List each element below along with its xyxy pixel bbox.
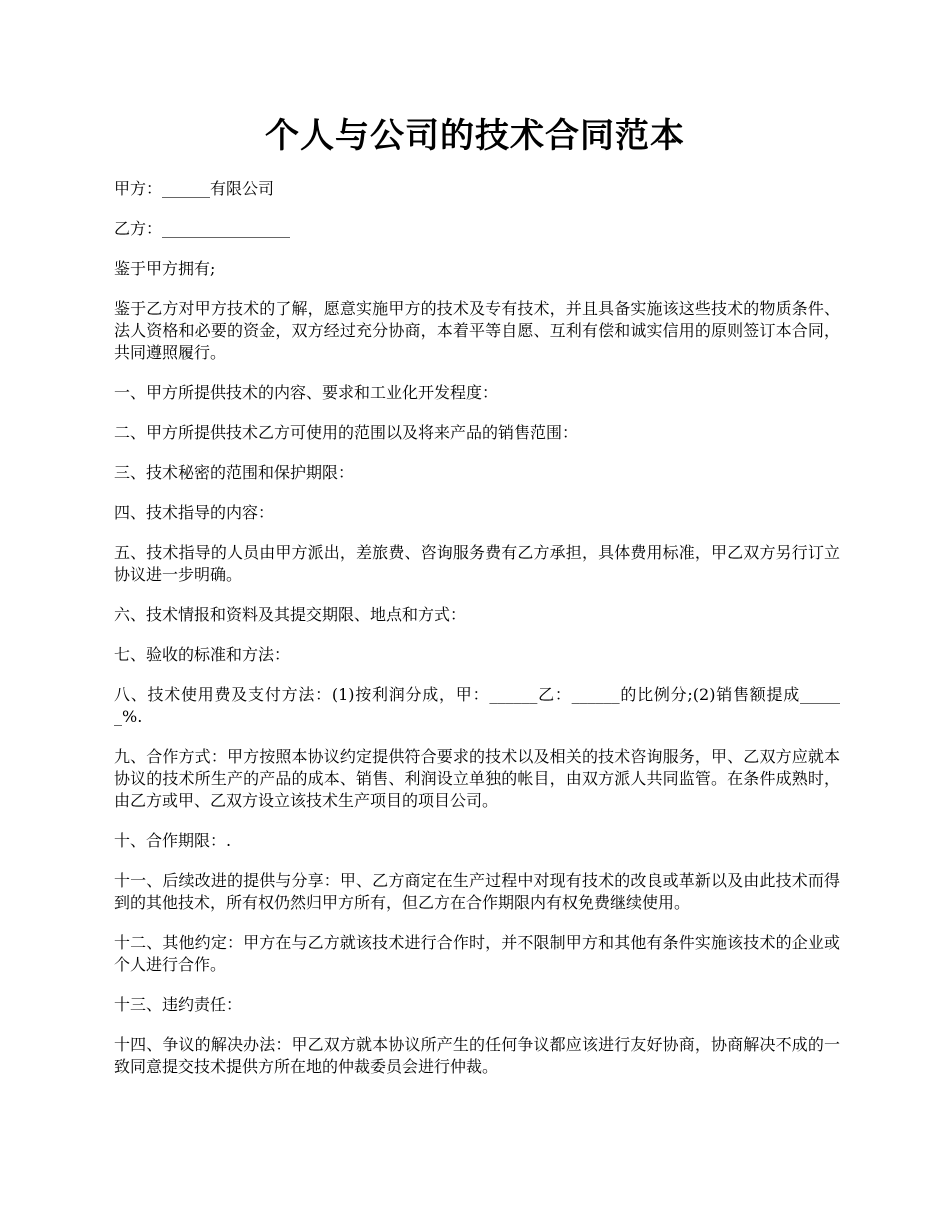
clause-14: 十四、争议的解决办法：甲乙双方就本协议所产生的任何争议都应该进行友好协商，协商解决不成的一致同意提交技术提供方所在地的仲裁委员会进行仲裁。 — [114, 1035, 840, 1076]
clause-8: 八、技术使用费及支付方法：(1)按利润分成，甲：______乙：______的比例分;(2)销售额提成______%. — [114, 685, 840, 726]
clause-7: 七、验收的标准和方法： — [114, 645, 291, 664]
document-body — [114, 178, 840, 1096]
clause-11: 十一、后续改进的提供与分享：甲、乙方商定在生产过程中对现有技术的改良或革新以及由此技术而得到的其他技术，所有权仍然归甲方所有，但乙方在合作期限内有权免费继续使用。 — [114, 871, 840, 912]
clause-10: 十、合作期限：. — [114, 831, 232, 850]
whereas-clause-1: 鉴于甲方拥有; — [114, 259, 216, 278]
party-a-line: 甲方：______有限公司 — [114, 179, 275, 198]
document-title: 个人与公司的技术合同范本 — [265, 116, 685, 156]
clause-3: 三、技术秘密的范围和保护期限： — [114, 463, 355, 482]
clause-4: 四、技术指导的内容： — [114, 503, 275, 522]
clause-13: 十三、违约责任： — [114, 995, 243, 1014]
clause-6: 六、技术情报和资料及其提交期限、地点和方式： — [114, 605, 467, 624]
clause-9: 九、合作方式：甲方按照本协议约定提供符合要求的技术以及相关的技术咨询服务，甲、乙双方应就本协议的技术所生产的产品的成本、销售、利润设立单独的帐目，由双方派人共同监管。在条件成熟时，由乙方或甲、乙双方设立该技术生产项目的项目公司。 — [114, 747, 840, 810]
party-b-line: 乙方：________________ — [114, 219, 291, 238]
whereas-clause-2: 鉴于乙方对甲方技术的了解，愿意实施甲方的技术及专有技术，并且具备实施该这些技术的物质条件、法人资格和必要的资金，双方经过充分协商，本着平等自愿、互利有偿和诚实信用的原则签订本合同，共同遵照履行。 — [114, 299, 840, 362]
clause-5: 五、技术指导的人员由甲方派出，差旅费、咨询服务费有乙方承担，具体费用标准，甲乙双方另行订立协议进一步明确。 — [114, 543, 840, 584]
clause-1: 一、甲方所提供技术的内容、要求和工业化开发程度： — [114, 383, 499, 402]
clause-2: 二、甲方所提供技术乙方可使用的范围以及将来产品的销售范围： — [114, 423, 579, 442]
clause-12: 十二、其他约定：甲方在与乙方就该技术进行合作时，并不限制甲方和其他有条件实施该技术的企业或个人进行合作。 — [114, 933, 840, 974]
